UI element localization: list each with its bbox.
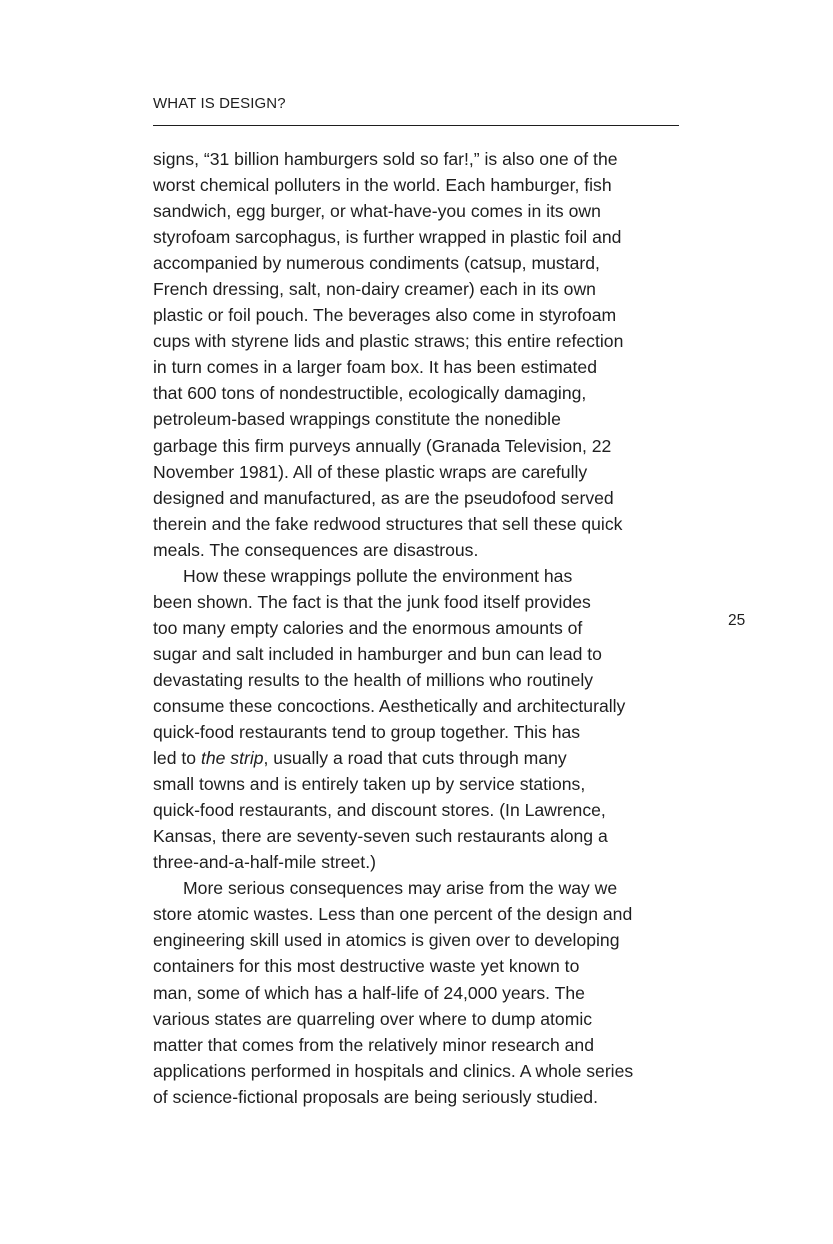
text-line: cups with styrene lids and plastic straws; this entire refection	[153, 331, 624, 352]
text-line: engineering skill used in atomics is given over to developing	[153, 930, 620, 951]
body-text	[153, 146, 693, 1110]
text-line: store atomic wastes. Less than one percent of the design and	[153, 904, 633, 925]
running-head: WHAT IS DESIGN?	[153, 95, 286, 112]
text-line: sugar and salt included in hamburger and bun can lead to	[153, 643, 602, 664]
text-line: plastic or foil pouch. The beverages also come in styrofoam	[153, 305, 617, 326]
text-line: that 600 tons of nondestructible, ecologically damaging,	[153, 383, 587, 404]
text-line: containers for this most destructive waste yet known to	[153, 956, 580, 977]
text-line: three-and-a-half-mile street.)	[153, 852, 376, 873]
text-line: applications performed in hospitals and clinics. A whole series	[153, 1060, 634, 1081]
text-line: been shown. The fact is that the junk food itself provides	[153, 591, 591, 612]
text-line: accompanied by numerous condiments (catsup, mustard,	[153, 253, 600, 274]
text-line: matter that comes from the relatively minor research and	[153, 1034, 594, 1055]
text-line: in turn comes in a larger foam box. It has been estimated	[153, 357, 597, 378]
text-line: of science-fictional proposals are being seriously studied.	[153, 1086, 598, 1107]
header-rule	[153, 125, 679, 126]
text-line	[153, 745, 693, 771]
text-line: meals. The consequences are disastrous.	[153, 539, 479, 560]
text-line: quick-food restaurants, and discount stores. (In Lawrence,	[153, 800, 606, 821]
text-line: More serious consequences may arise from the way we	[183, 878, 618, 899]
text-line: consume these concoctions. Aesthetically and architecturally	[153, 695, 626, 716]
page-number: 25	[728, 612, 746, 629]
text-span: , usually a road that cuts through many	[263, 748, 567, 769]
text-line: styrofoam sarcophagus, is further wrapped in plastic foil and	[153, 227, 622, 248]
text-line: small towns and is entirely taken up by service stations,	[153, 774, 586, 795]
text-line: French dressing, salt, non-dairy creamer) each in its own	[153, 279, 596, 300]
text-line: garbage this firm purveys annually (Granada Television, 22	[153, 435, 612, 456]
text-line: therein and the fake redwood structures that sell these quick	[153, 513, 623, 534]
text-line: various states are quarreling over where to dump atomic	[153, 1008, 593, 1029]
text-line: worst chemical polluters in the world. Each hamburger, fish	[153, 175, 612, 196]
text-line: man, some of which has a half-life of 24,000 years. The	[153, 982, 585, 1003]
text-line: quick-food restaurants tend to group together. This has	[153, 722, 581, 743]
text-line: Kansas, there are seventy-seven such restaurants along a	[153, 826, 608, 847]
text-line: petroleum-based wrappings constitute the nonedible	[153, 409, 561, 430]
text-line: designed and manufactured, as are the pseudofood served	[153, 487, 614, 508]
italic-term: the strip	[200, 748, 264, 769]
text-line: sandwich, egg burger, or what-have-you comes in its own	[153, 201, 601, 222]
text-span: led to	[153, 748, 201, 769]
text-line: November 1981). All of these plastic wraps are carefully	[153, 461, 588, 482]
text-line: too many empty calories and the enormous amounts of	[153, 617, 583, 638]
text-line: devastating results to the health of millions who routinely	[153, 669, 594, 690]
text-line: How these wrappings pollute the environment has	[183, 565, 573, 586]
text-line: signs, “31 billion hamburgers sold so far!,” is also one of the	[153, 149, 618, 169]
